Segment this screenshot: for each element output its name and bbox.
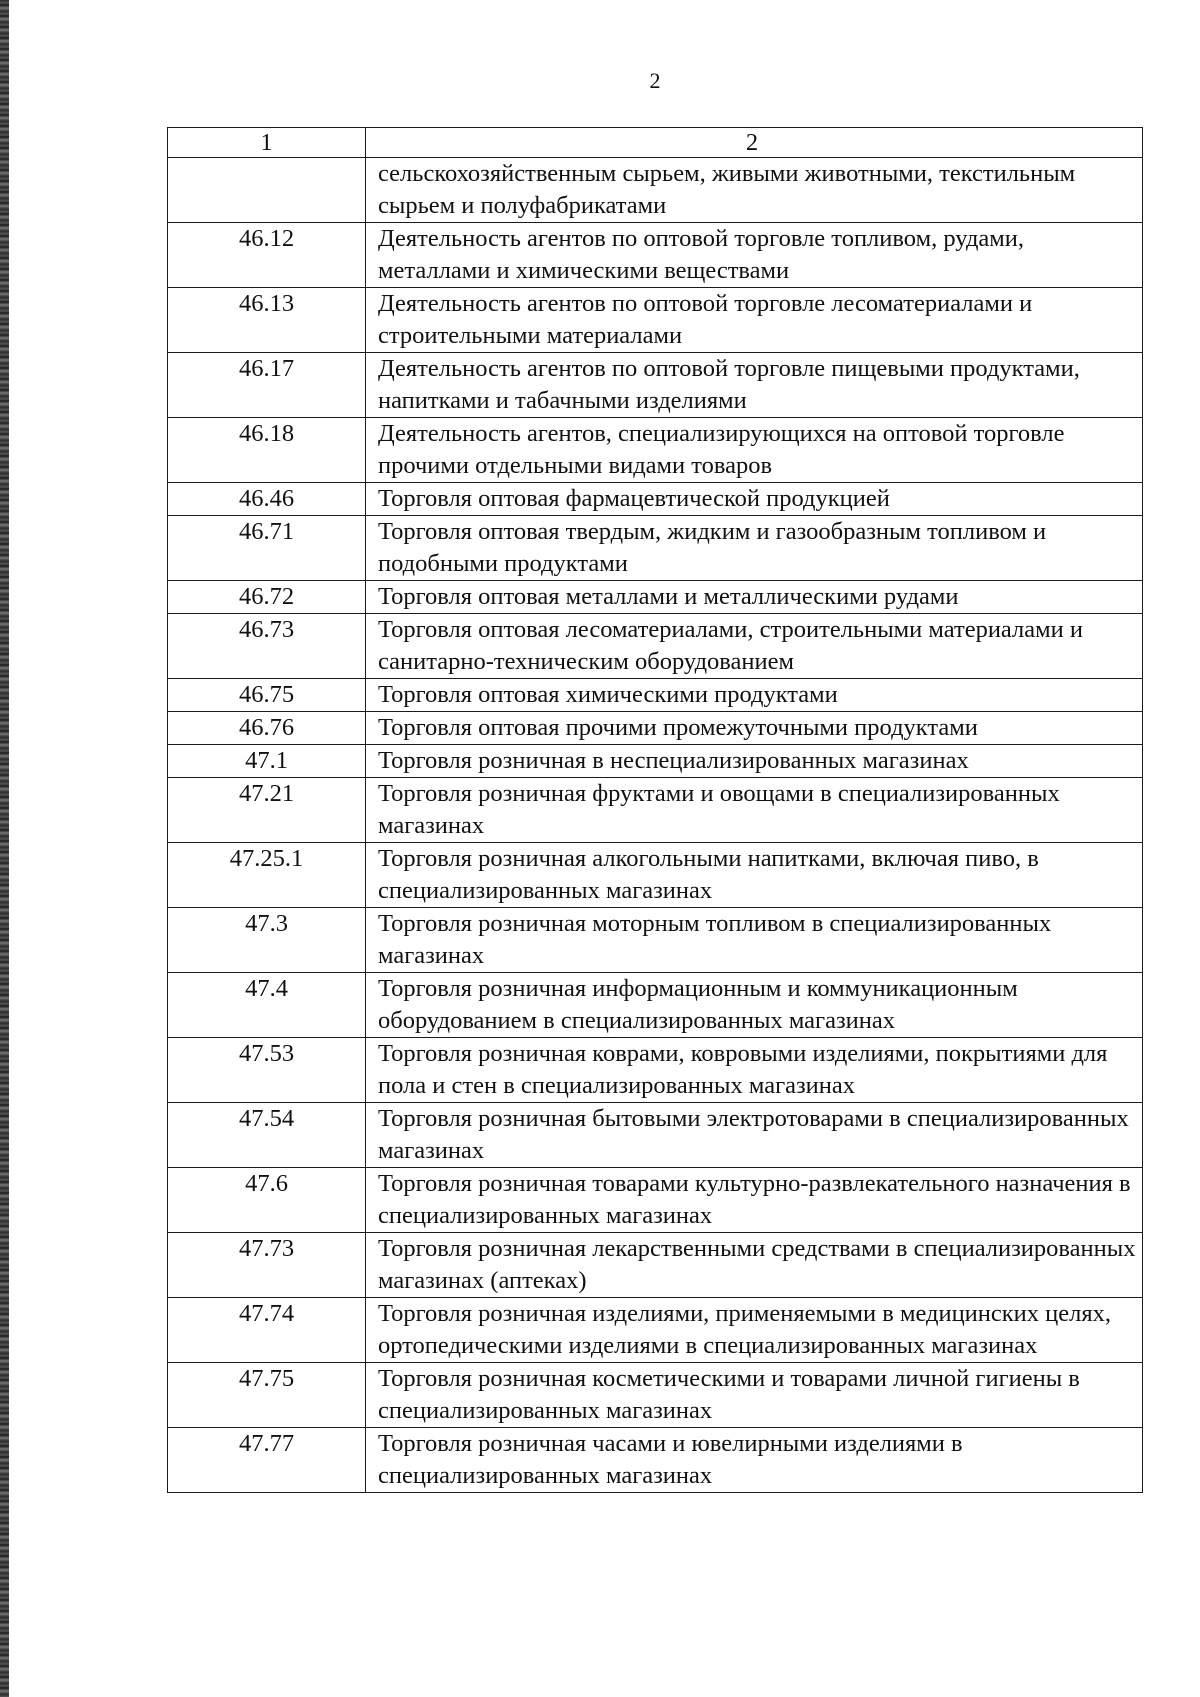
page-number: 2 (649, 68, 661, 93)
activity-name-cell: Торговля розничная фруктами и овощами в специализированных магазинах (366, 778, 1143, 843)
activity-name-cell: Торговля розничная изделиями, применяемыми в медицинских целях, ортопедическими изделиями в специализированных магазинах (366, 1298, 1143, 1363)
activity-name-cell: Торговля розничная часами и ювелирными изделиями в специализированных магазинах (366, 1428, 1143, 1493)
activity-name-cell: Торговля розничная бытовыми электротоварами в специализированных магазинах (366, 1103, 1143, 1168)
table-row (168, 1038, 1143, 1103)
table-row (168, 1298, 1143, 1363)
table-row (168, 1168, 1143, 1233)
activity-code-cell: 46.18 (168, 418, 366, 483)
activity-code-cell: 46.17 (168, 353, 366, 418)
activity-name-cell: Деятельность агентов по оптовой торговле пищевыми продуктами, напитками и табачными изделиями (366, 353, 1143, 418)
activity-code-cell: 47.4 (168, 973, 366, 1038)
activity-code-cell: 47.6 (168, 1168, 366, 1233)
table-row (168, 679, 1143, 712)
activity-name-cell: Торговля оптовая лесоматериалами, строительными материалами и санитарно-техническим оборудованием (366, 614, 1143, 679)
table-row (168, 158, 1143, 223)
activity-name-cell: Деятельность агентов по оптовой торговле топливом, рудами, металлами и химическими веществами (366, 223, 1143, 288)
column-header-1: 1 (168, 128, 366, 158)
activity-code-cell: 47.75 (168, 1363, 366, 1428)
activity-codes-table (167, 127, 1143, 1493)
activity-code-cell: 46.46 (168, 483, 366, 516)
activity-code-cell: 46.13 (168, 288, 366, 353)
activity-name-cell: Торговля розничная косметическими и товарами личной гигиены в специализированных магазинах (366, 1363, 1143, 1428)
activity-code-cell: 46.72 (168, 581, 366, 614)
table-row (168, 712, 1143, 745)
activity-code-cell: 47.53 (168, 1038, 366, 1103)
table-row (168, 288, 1143, 353)
table-row (168, 745, 1143, 778)
activity-code-cell: 47.1 (168, 745, 366, 778)
activity-name-cell: Торговля розничная информационным и коммуникационным оборудованием в специализированных магазинах (366, 973, 1143, 1038)
activity-code-cell: 46.76 (168, 712, 366, 745)
activity-code-cell: 46.71 (168, 516, 366, 581)
activity-code-cell: 47.3 (168, 908, 366, 973)
table-row (168, 1233, 1143, 1298)
activity-name-cell: Торговля оптовая металлами и металлическими рудами (366, 581, 1143, 614)
table-header-row (168, 128, 1143, 158)
activity-name-cell: Торговля оптовая твердым, жидким и газообразным топливом и подобными продуктами (366, 516, 1143, 581)
table-row (168, 418, 1143, 483)
activity-name-cell: Торговля розничная лекарственными средствами в специализированных магазинах (аптеках) (366, 1233, 1143, 1298)
table-body (168, 128, 1143, 1493)
activity-code-cell (168, 158, 366, 223)
activity-code-cell: 47.74 (168, 1298, 366, 1363)
activity-code-cell: 47.25.1 (168, 843, 366, 908)
table-row (168, 1428, 1143, 1493)
activity-name-cell: Торговля розничная товарами культурно-развлекательного назначения в специализированных магазинах (366, 1168, 1143, 1233)
scan-edge-artifact (0, 0, 9, 1697)
activity-name-cell: Торговля розничная в неспециализированных магазинах (366, 745, 1143, 778)
activity-code-cell: 47.21 (168, 778, 366, 843)
column-header-2: 2 (366, 128, 1143, 158)
activity-name-cell: Торговля оптовая химическими продуктами (366, 679, 1143, 712)
activity-name-cell: Торговля оптовая фармацевтической продукцией (366, 483, 1143, 516)
table-row (168, 843, 1143, 908)
table-row (168, 973, 1143, 1038)
table-row (168, 614, 1143, 679)
activity-name-cell: Деятельность агентов по оптовой торговле лесоматериалами и строительными материалами (366, 288, 1143, 353)
table-row (168, 223, 1143, 288)
table-row (168, 516, 1143, 581)
activity-code-cell: 47.73 (168, 1233, 366, 1298)
activity-name-cell: Торговля розничная коврами, ковровыми изделиями, покрытиями для пола и стен в специализированных магазинах (366, 1038, 1143, 1103)
activity-code-cell: 47.77 (168, 1428, 366, 1493)
table-row (168, 778, 1143, 843)
table-row (168, 1103, 1143, 1168)
activity-name-cell: Торговля оптовая прочими промежуточными продуктами (366, 712, 1143, 745)
activity-name-cell: сельскохозяйственным сырьем, живыми животными, текстильным сырьем и полуфабрикатами (366, 158, 1143, 223)
table-row (168, 581, 1143, 614)
table-row (168, 353, 1143, 418)
activity-name-cell: Торговля розничная алкогольными напитками, включая пиво, в специализированных магазинах (366, 843, 1143, 908)
activity-code-cell: 46.75 (168, 679, 366, 712)
table-row (168, 483, 1143, 516)
table-row (168, 1363, 1143, 1428)
table-row (168, 908, 1143, 973)
activity-name-cell: Деятельность агентов, специализирующихся на оптовой торговле прочими отдельными видами товаров (366, 418, 1143, 483)
activity-name-cell: Торговля розничная моторным топливом в специализированных магазинах (366, 908, 1143, 973)
activity-code-cell: 47.54 (168, 1103, 366, 1168)
activity-code-cell: 46.12 (168, 223, 366, 288)
activity-code-cell: 46.73 (168, 614, 366, 679)
